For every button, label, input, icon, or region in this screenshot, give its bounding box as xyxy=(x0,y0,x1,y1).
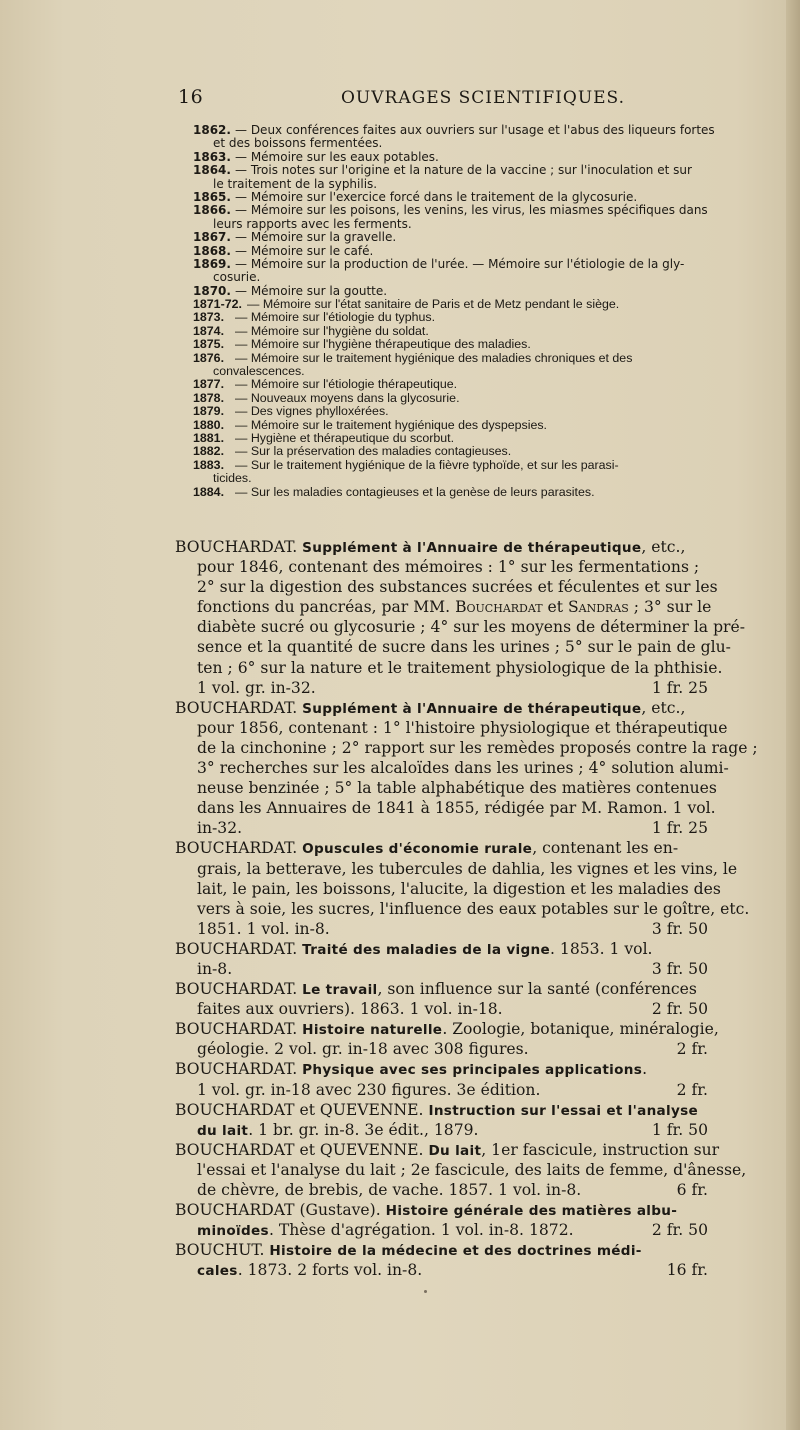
book-text: BOUCHARDAT. xyxy=(175,698,303,717)
book-text: pour 1846, contenant des mémoires : 1° sur les fermentations ; xyxy=(197,558,700,577)
paper-speck xyxy=(424,1290,427,1293)
book-price: 2 fr. 50 xyxy=(651,1221,708,1240)
book-line-text xyxy=(197,778,717,798)
entry-year: 1863. xyxy=(193,149,231,164)
book-title: Le travail xyxy=(302,982,378,999)
book-entry-continuation xyxy=(0,959,800,979)
publication-entry xyxy=(0,432,800,445)
book-entry xyxy=(0,838,800,858)
book-text: BOUCHARDAT. xyxy=(175,1060,303,1079)
bibliography-list xyxy=(0,537,800,1280)
book-price: 2 fr. xyxy=(676,1040,708,1059)
book-title: Histoire naturelle xyxy=(302,1022,443,1039)
entry-year: 1864. xyxy=(193,163,231,178)
book-price: 16 fr. xyxy=(666,1261,708,1280)
book-title: Histoire de la médecine et des doctrines médi- xyxy=(269,1243,642,1260)
publication-entry-continuation xyxy=(0,472,800,485)
book-text: pour 1856, contenant : 1° l'histoire physiologique et thérapeutique xyxy=(197,718,728,737)
book-text: , contenant les en- xyxy=(532,839,679,858)
book-title: Supplément à l'Annuaire de thérapeutique xyxy=(302,540,642,556)
book-text: de chèvre, de brebis, de vache. 1857. 1 vol. in-8. xyxy=(197,1181,582,1199)
entry-text: — Mémoire sur le café. xyxy=(235,243,374,258)
book-text: grais, la betterave, les tubercules de dahlia, les vignes et les vins, le xyxy=(197,859,738,878)
book-text: BOUCHARDAT. xyxy=(175,980,303,999)
book-line-text xyxy=(197,678,316,698)
book-text: géologie. 2 vol. gr. in-18 avec 308 figures. xyxy=(197,1040,529,1059)
book-entry-continuation xyxy=(0,1220,800,1240)
book-entry-continuation xyxy=(0,557,800,577)
book-text: 3° recherches sur les alcaloïdes dans les urines ; 4° solution alumi- xyxy=(197,759,729,778)
book-text: et xyxy=(542,598,568,617)
publication-entry-continuation xyxy=(0,178,800,191)
publication-entry xyxy=(0,191,800,204)
book-title: minoïdes xyxy=(197,1223,269,1240)
entry-year: 1869. xyxy=(193,256,231,271)
book-entry-continuation xyxy=(0,637,800,657)
publication-entry xyxy=(0,445,800,458)
book-price: 1 fr. 25 xyxy=(651,678,708,697)
book-line-text xyxy=(175,1200,677,1221)
book-text: BOUCHUT. xyxy=(175,1241,270,1260)
entry-year: 1879. xyxy=(193,404,225,419)
book-line-text xyxy=(197,798,716,818)
book-entry-continuation xyxy=(0,798,800,818)
publication-entry xyxy=(0,151,800,164)
book-entry-continuation xyxy=(0,859,800,879)
publication-entry xyxy=(0,245,800,258)
entry-year: 1878. xyxy=(193,390,225,405)
book-title: Supplément à l'Annuaire de thérapeutique xyxy=(302,700,642,717)
entry-text: — Deux conférences faites aux ouvriers sur l'usage et l'abus des liqueurs fortes xyxy=(235,123,715,137)
book-text: in-32. xyxy=(197,819,243,838)
book-entry xyxy=(0,939,800,959)
book-entry-continuation xyxy=(0,778,800,798)
publication-entry xyxy=(0,378,800,391)
entry-text: — Sur la préservation des maladies contagieuses. xyxy=(235,444,512,459)
book-line-text xyxy=(175,979,697,1000)
book-text: l'essai et l'analyse du lait ; 2e fascicule, des laits de femme, d'ânesse, xyxy=(197,1160,747,1179)
book-line-text xyxy=(197,617,745,637)
book-text: in-8. xyxy=(197,959,233,978)
book-line-text xyxy=(197,818,242,838)
book-text: BOUCHARDAT. xyxy=(175,939,303,958)
book-line-text xyxy=(197,919,330,939)
book-text: . 1 br. gr. in-8. 3e édit., 1879. xyxy=(248,1120,479,1139)
book-line-text xyxy=(175,1019,719,1040)
publication-entry xyxy=(0,298,800,311)
book-price: 2 fr. xyxy=(676,1080,708,1099)
publication-entry xyxy=(0,164,800,177)
entry-year: 1882. xyxy=(193,444,225,459)
book-entry-continuation xyxy=(0,678,800,698)
book-text: . Thèse d'agrégation. 1 vol. in-8. 1872. xyxy=(268,1221,574,1240)
book-entry-continuation xyxy=(0,1120,800,1140)
book-text: diabète sucré ou glycosurie ; 4° sur les moyens de déterminer la pré- xyxy=(197,618,745,637)
book-title: Physique avec ses principales applications xyxy=(302,1062,643,1079)
book-title: du lait xyxy=(197,1122,249,1139)
book-price: 3 fr. 50 xyxy=(651,919,708,938)
book-entry xyxy=(0,1019,800,1039)
entry-year: 1876. xyxy=(193,350,225,365)
book-line-text xyxy=(197,1220,574,1241)
book-entry-continuation xyxy=(0,758,800,778)
book-line-text xyxy=(175,1059,647,1080)
entry-text: — Mémoire sur la goutte. xyxy=(235,283,388,298)
book-line-text xyxy=(197,758,729,778)
book-text: , etc., xyxy=(641,698,686,717)
book-entry-continuation xyxy=(0,738,800,758)
publication-entry xyxy=(0,311,800,324)
entry-text: — Mémoire sur l'étiologie du typhus. xyxy=(235,310,436,325)
entry-text: — Mémoire sur l'exercice forcé dans le traitement de la glycosurie. xyxy=(235,189,638,204)
book-line-text xyxy=(197,1120,479,1141)
entry-text: — Nouveaux moyens dans la glycosurie. xyxy=(235,390,460,405)
publication-entry xyxy=(0,338,800,351)
entry-year: 1877. xyxy=(193,377,225,392)
book-text: ten ; 6° sur la nature et le traitement physiologique de la phthisie. xyxy=(197,658,723,677)
publication-entry xyxy=(0,405,800,418)
book-line-text xyxy=(197,577,718,597)
book-entry-continuation xyxy=(0,617,800,637)
entry-year: 1881. xyxy=(193,430,225,445)
book-title: Instruction sur l'essai et l'analyse xyxy=(428,1102,699,1119)
book-price: 6 fr. xyxy=(676,1181,708,1199)
book-line-text xyxy=(197,597,711,617)
book-title: Traité des maladies de la vigne xyxy=(302,941,550,958)
book-line-text xyxy=(197,637,731,657)
book-text: 1 vol. gr. in-32. xyxy=(197,678,316,697)
book-price: 1 fr. 50 xyxy=(651,1120,708,1139)
book-text: dans les Annuaires de 1841 à 1855, rédigée par M. Ramon. 1 vol. xyxy=(197,799,716,818)
book-entry-continuation xyxy=(0,1260,800,1280)
publication-entry xyxy=(0,419,800,432)
entry-text: ticides. xyxy=(213,471,252,486)
publication-entry xyxy=(0,285,800,298)
book-text: , etc., xyxy=(641,538,686,556)
entry-year: 1875. xyxy=(193,337,225,352)
book-entry-continuation xyxy=(0,577,800,597)
entry-text: — Mémoire sur l'étiologie thérapeutique. xyxy=(235,377,458,392)
book-text: lait, le pain, les boissons, l'alucite, la digestion et les maladies des xyxy=(197,879,721,898)
book-entry-continuation xyxy=(0,1039,800,1059)
book-text: BOUCHARDAT (Gustave). xyxy=(175,1201,386,1220)
publication-entry xyxy=(0,124,800,137)
book-line-text xyxy=(197,999,503,1019)
entry-text: — Des vignes phylloxérées. xyxy=(235,404,389,419)
book-line-text xyxy=(197,859,737,879)
book-title: cales xyxy=(197,1263,238,1280)
book-text: vers à soie, les sucres, l'influence des eaux potables sur le goître, etc. xyxy=(197,899,750,918)
book-entry-continuation xyxy=(0,1080,800,1100)
book-line-text xyxy=(175,1240,642,1261)
entry-year: 1880. xyxy=(193,417,225,432)
publication-entry xyxy=(0,204,800,217)
book-entry xyxy=(0,1140,800,1160)
book-entry-continuation xyxy=(0,718,800,738)
publication-entry-continuation xyxy=(0,271,800,284)
book-line-text xyxy=(197,1080,540,1100)
entry-text: — Sur les maladies contagieuses et la genèse de leurs parasites. xyxy=(235,484,595,499)
book-line-text xyxy=(197,658,722,678)
book-line-text xyxy=(175,838,678,859)
publication-list xyxy=(0,124,800,499)
book-entry xyxy=(0,1059,800,1079)
book-entry xyxy=(0,698,800,718)
book-entry-continuation xyxy=(0,899,800,919)
book-entry-continuation xyxy=(0,1160,800,1180)
book-text: faites aux ouvriers). 1863. 1 vol. in-18. xyxy=(197,1000,503,1019)
entry-text: — Mémoire sur la gravelle. xyxy=(235,230,397,245)
book-text: BOUCHARDAT. xyxy=(175,538,303,556)
entry-text: cosurie. xyxy=(213,270,261,285)
author-name: Bouchardat xyxy=(455,598,543,617)
page-number: 16 xyxy=(178,86,204,108)
entry-year: 1865. xyxy=(193,189,231,204)
book-line-text xyxy=(197,718,727,738)
publication-entry-continuation xyxy=(0,137,800,150)
book-text: ; 3° sur le xyxy=(628,598,712,617)
book-text: 1 vol. gr. in-18 avec 230 figures. 3e édition. xyxy=(197,1080,541,1099)
entry-text: — Mémoire sur la production de l'urée. — Mémoire sur l'étiologie de la gly- xyxy=(235,256,685,271)
entry-year: 1884. xyxy=(193,484,225,499)
entry-year: 1871-72. xyxy=(193,297,242,312)
entry-text: — Trois notes sur l'origine et la nature de la vaccine ; sur l'inoculation et sur xyxy=(235,163,692,178)
book-title: Opuscules d'économie rurale xyxy=(302,841,533,858)
book-text: fonctions du pancréas, par MM. xyxy=(197,598,456,617)
publication-entry-continuation xyxy=(0,365,800,378)
book-text: , son influence sur la santé (conférences xyxy=(377,980,697,999)
book-line-text xyxy=(197,738,758,758)
book-line-text xyxy=(197,1260,422,1281)
publication-entry xyxy=(0,258,800,271)
book-entry-continuation xyxy=(0,818,800,838)
book-line-text xyxy=(197,899,749,919)
entry-text: — Mémoire sur le traitement hygiénique des maladies chroniques et des xyxy=(235,350,633,365)
entry-year: 1874. xyxy=(193,323,225,338)
entry-year: 1866. xyxy=(193,203,231,218)
book-text: 1851. 1 vol. in-8. xyxy=(197,919,330,938)
book-line-text xyxy=(175,698,685,719)
entry-text: — Mémoire sur les eaux potables. xyxy=(235,149,439,164)
book-line-text xyxy=(197,557,699,577)
book-text: . 1873. 2 forts vol. in-8. xyxy=(237,1261,423,1280)
book-entry xyxy=(0,1240,800,1260)
entry-text: — Mémoire sur l'hygiène du soldat. xyxy=(235,323,429,338)
book-text: sence et la quantité de sucre dans les urines ; 5° sur le pain de glu- xyxy=(197,638,731,657)
entry-year: 1862. xyxy=(193,123,231,137)
book-line-text xyxy=(175,1100,698,1121)
running-title: OUVRAGES SCIENTIFIQUES. xyxy=(341,88,625,108)
publication-entry xyxy=(0,325,800,338)
book-title: Histoire générale des matières albu- xyxy=(385,1203,678,1220)
book-text: . 1853. 1 vol. xyxy=(549,939,653,958)
entry-text: — Hygiène et thérapeutique du scorbut. xyxy=(235,430,455,445)
book-entry-continuation xyxy=(0,999,800,1019)
book-line-text xyxy=(197,959,232,979)
page-header xyxy=(0,86,800,112)
publication-entry xyxy=(0,352,800,365)
book-text: BOUCHARDAT et QUEVENNE. xyxy=(175,1140,429,1159)
book-text: . xyxy=(642,1060,648,1079)
entry-text: leurs rapports avec les ferments. xyxy=(213,216,412,231)
book-entry-continuation xyxy=(0,658,800,678)
book-entry-continuation xyxy=(0,1180,800,1200)
book-text: BOUCHARDAT. xyxy=(175,839,303,858)
publication-entry xyxy=(0,486,800,499)
book-line-text xyxy=(197,879,721,899)
entry-text: le traitement de la syphilis. xyxy=(213,176,378,191)
entry-text: convalescences. xyxy=(213,364,305,379)
book-entry-continuation xyxy=(0,879,800,899)
entry-year: 1868. xyxy=(193,243,231,258)
entry-year: 1873. xyxy=(193,310,225,325)
book-entry-continuation xyxy=(0,919,800,939)
entry-text: — Sur le traitement hygiénique de la fièvre typhoïde, et sur les parasi- xyxy=(235,457,619,472)
book-text: . Zoologie, botanique, minéralogie, xyxy=(442,1020,719,1039)
publication-entry-continuation xyxy=(0,218,800,231)
entry-text: et des boissons fermentées. xyxy=(213,136,383,151)
publication-entry xyxy=(0,392,800,405)
entry-year: 1867. xyxy=(193,230,231,245)
book-line-text xyxy=(197,1039,529,1059)
book-text: neuse benzinée ; 5° la table alphabétique des matières contenues xyxy=(197,779,717,798)
publication-entry xyxy=(0,459,800,472)
book-entry-continuation xyxy=(0,597,800,617)
book-line-text xyxy=(175,939,653,960)
entry-text: — Mémoire sur l'état sanitaire de Paris et de Metz pendant le siège. xyxy=(247,297,620,312)
entry-text: — Mémoire sur les poisons, les venins, les virus, les miasmes spécifiques dans xyxy=(235,203,708,218)
entry-year: 1870. xyxy=(193,283,231,298)
book-text: BOUCHARDAT. xyxy=(175,1020,303,1039)
book-text: de la cinchonine ; 2° rapport sur les remèdes proposés contre la rage ; xyxy=(197,738,758,757)
book-entry xyxy=(0,537,800,557)
book-entry xyxy=(0,1100,800,1120)
book-text: , 1er fascicule, instruction sur xyxy=(481,1140,720,1159)
author-name: Sandras xyxy=(567,598,629,617)
book-line-text xyxy=(197,1160,746,1180)
entry-year: 1883. xyxy=(193,457,225,472)
book-entry xyxy=(0,1200,800,1220)
entry-text: — Mémoire sur l'hygiène thérapeutique des maladies. xyxy=(235,337,531,352)
book-entry xyxy=(0,979,800,999)
entry-text: — Mémoire sur le traitement hygiénique des dyspepsies. xyxy=(235,417,547,432)
book-price: 3 fr. 50 xyxy=(651,959,708,978)
book-line-text xyxy=(175,1140,719,1161)
book-text: BOUCHARDAT et QUEVENNE. xyxy=(175,1100,429,1119)
book-title: Du lait xyxy=(428,1142,482,1159)
book-line-text xyxy=(197,1180,581,1200)
book-price: 1 fr. 25 xyxy=(651,819,708,838)
book-text: 2° sur la digestion des substances sucrées et féculentes et sur les xyxy=(197,578,718,597)
publication-entry xyxy=(0,231,800,244)
book-line-text xyxy=(175,537,685,558)
book-price: 2 fr. 50 xyxy=(651,1000,708,1019)
